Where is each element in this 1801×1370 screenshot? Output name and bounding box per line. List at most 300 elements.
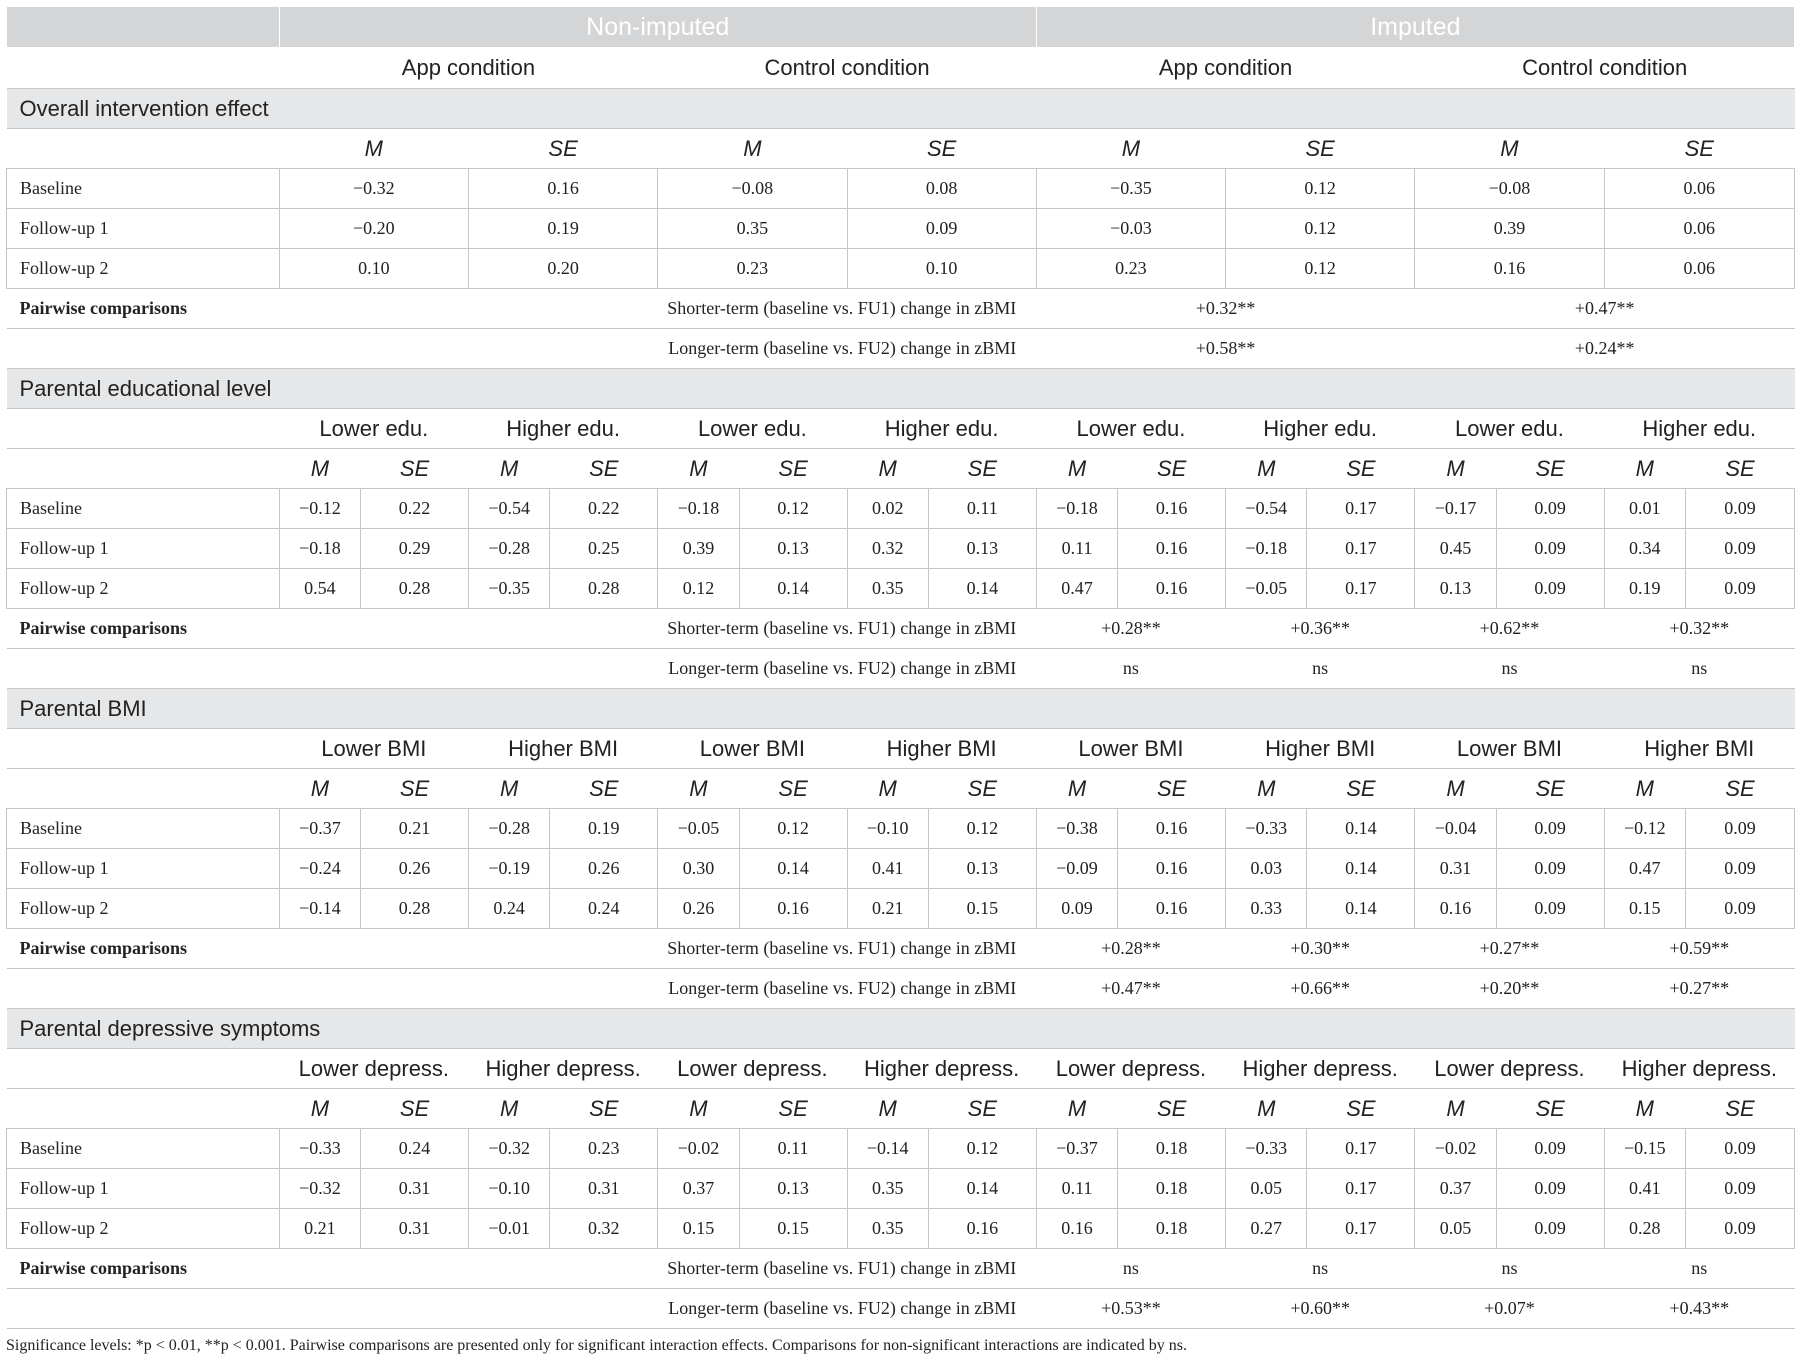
value-cell: 0.11 <box>739 1129 847 1169</box>
comparison-value: +0.53** <box>1036 1289 1225 1329</box>
comparison-label: Pairwise comparisons <box>7 289 280 329</box>
subgroup-header: Lower depress. <box>1036 1049 1225 1089</box>
table-row <box>7 849 1795 889</box>
value-cell: 0.16 <box>928 1209 1036 1249</box>
value-cell: 0.16 <box>1118 569 1226 609</box>
value-cell: 0.14 <box>1307 809 1415 849</box>
subgroup-header: Higher BMI <box>1604 729 1794 769</box>
se-header: SE <box>550 1089 658 1129</box>
value-cell: 0.13 <box>928 849 1036 889</box>
value-cell: 0.08 <box>847 169 1036 209</box>
value-cell: 0.15 <box>1604 889 1685 929</box>
value-cell: 0.12 <box>1226 249 1415 289</box>
mean-header: M <box>847 769 928 809</box>
value-cell: 0.20 <box>468 249 657 289</box>
value-cell: 0.31 <box>361 1169 469 1209</box>
mean-header: M <box>279 449 360 489</box>
value-cell: 0.35 <box>847 569 928 609</box>
mean-header: M <box>1036 769 1117 809</box>
row-label: Follow-up 1 <box>7 1169 280 1209</box>
value-cell: −0.02 <box>658 1129 739 1169</box>
value-cell: 0.12 <box>1226 169 1415 209</box>
stat-header-row <box>7 129 1795 169</box>
se-header: SE <box>1118 769 1226 809</box>
subgroup-header: Lower depress. <box>279 1049 468 1089</box>
value-cell: 0.28 <box>1604 1209 1685 1249</box>
value-cell: 0.09 <box>1496 809 1604 849</box>
value-cell: 0.03 <box>1226 849 1307 889</box>
comparison-value: +0.36** <box>1226 609 1415 649</box>
value-cell: 0.39 <box>1415 209 1604 249</box>
value-cell: −0.04 <box>1415 809 1496 849</box>
table-row <box>7 809 1795 849</box>
value-cell: −0.35 <box>1036 169 1225 209</box>
value-cell: −0.32 <box>468 1129 549 1169</box>
value-cell: 0.21 <box>279 1209 360 1249</box>
value-cell: 0.22 <box>361 489 469 529</box>
table-row <box>7 1169 1795 1209</box>
subgroup-header: Higher BMI <box>847 729 1036 769</box>
value-cell: 0.17 <box>1307 1209 1415 1249</box>
value-cell: 0.23 <box>658 249 847 289</box>
value-cell: 0.09 <box>1496 1209 1604 1249</box>
comparison-value: ns <box>1226 649 1415 689</box>
comparison-value: ns <box>1226 1249 1415 1289</box>
condition-header: App condition <box>1036 48 1415 89</box>
value-cell: 0.09 <box>1496 489 1604 529</box>
subgroup-header-row <box>7 729 1795 769</box>
condition-header: App condition <box>279 48 658 89</box>
value-cell: −0.19 <box>468 849 549 889</box>
value-cell: −0.10 <box>468 1169 549 1209</box>
value-cell: 0.14 <box>1307 849 1415 889</box>
value-cell: 0.16 <box>1118 809 1226 849</box>
value-cell: 0.14 <box>739 849 847 889</box>
comparison-value: +0.07* <box>1415 1289 1604 1329</box>
subgroup-header: Lower edu. <box>1036 409 1225 449</box>
value-cell: 0.01 <box>1604 489 1685 529</box>
comparison-value: +0.47** <box>1415 289 1795 329</box>
value-cell: 0.12 <box>658 569 739 609</box>
value-cell: 0.47 <box>1036 569 1117 609</box>
table-row <box>7 1209 1795 1249</box>
corner-cell <box>7 409 280 449</box>
mean-header: M <box>1604 769 1685 809</box>
se-header: SE <box>1307 449 1415 489</box>
row-label: Follow-up 2 <box>7 249 280 289</box>
mean-header: M <box>1415 1089 1496 1129</box>
row-label: Baseline <box>7 1129 280 1169</box>
value-cell: 0.09 <box>1496 569 1604 609</box>
group-header-imputed: Imputed <box>1036 7 1794 48</box>
section-header-row <box>7 1009 1795 1049</box>
value-cell: −0.38 <box>1036 809 1117 849</box>
value-cell: 0.13 <box>739 529 847 569</box>
mean-header: M <box>1036 449 1117 489</box>
se-header: SE <box>739 1089 847 1129</box>
corner-cell <box>7 7 280 48</box>
value-cell: 0.09 <box>1496 849 1604 889</box>
value-cell: 0.29 <box>361 529 469 569</box>
subgroup-header: Lower BMI <box>1036 729 1225 769</box>
value-cell: 0.54 <box>279 569 360 609</box>
se-header: SE <box>1604 129 1794 169</box>
comparison-value: +0.32** <box>1604 609 1794 649</box>
value-cell: 0.28 <box>361 889 469 929</box>
value-cell: 0.14 <box>928 569 1036 609</box>
value-cell: −0.35 <box>468 569 549 609</box>
value-cell: −0.33 <box>279 1129 360 1169</box>
value-cell: 0.31 <box>550 1169 658 1209</box>
row-label: Follow-up 2 <box>7 889 280 929</box>
se-header: SE <box>1496 769 1604 809</box>
value-cell: 0.18 <box>1118 1169 1226 1209</box>
subgroup-header: Lower edu. <box>279 409 468 449</box>
se-header: SE <box>468 129 657 169</box>
corner-cell <box>7 1089 280 1129</box>
corner-cell <box>7 769 280 809</box>
mean-header: M <box>279 129 468 169</box>
mean-header: M <box>658 769 739 809</box>
se-header: SE <box>739 769 847 809</box>
subgroup-header: Higher edu. <box>847 409 1036 449</box>
mean-header: M <box>468 449 549 489</box>
value-cell: 0.16 <box>468 169 657 209</box>
comparison-row <box>7 289 1795 329</box>
value-cell: 0.02 <box>847 489 928 529</box>
value-cell: −0.18 <box>658 489 739 529</box>
mean-header: M <box>468 1089 549 1129</box>
subgroup-header: Higher edu. <box>468 409 657 449</box>
se-header: SE <box>361 769 469 809</box>
value-cell: 0.33 <box>1226 889 1307 929</box>
comparison-value: +0.28** <box>1036 609 1225 649</box>
value-cell: 0.16 <box>1036 1209 1117 1249</box>
value-cell: 0.19 <box>468 209 657 249</box>
mean-header: M <box>1226 769 1307 809</box>
subgroup-header: Higher depress. <box>847 1049 1036 1089</box>
comparison-value: ns <box>1036 1249 1225 1289</box>
value-cell: 0.12 <box>739 809 847 849</box>
table-row <box>7 889 1795 929</box>
value-cell: 0.16 <box>1118 529 1226 569</box>
comparison-description: Longer-term (baseline vs. FU2) change in zBMI <box>279 649 1036 689</box>
section-header-row <box>7 369 1795 409</box>
value-cell: 0.24 <box>550 889 658 929</box>
comparison-value: +0.58** <box>1036 329 1415 369</box>
value-cell: 0.21 <box>847 889 928 929</box>
comparison-value: ns <box>1604 1249 1794 1289</box>
row-label: Follow-up 1 <box>7 529 280 569</box>
value-cell: −0.12 <box>1604 809 1685 849</box>
subgroup-header: Higher depress. <box>1604 1049 1794 1089</box>
value-cell: 0.35 <box>658 209 847 249</box>
table-row <box>7 529 1795 569</box>
value-cell: 0.26 <box>658 889 739 929</box>
value-cell: 0.12 <box>1226 209 1415 249</box>
table-row <box>7 489 1795 529</box>
section-title: Parental BMI <box>7 689 1795 729</box>
mean-header: M <box>1604 449 1685 489</box>
value-cell: 0.19 <box>1604 569 1685 609</box>
stat-header-row <box>7 769 1795 809</box>
value-cell: −0.24 <box>279 849 360 889</box>
condition-header: Control condition <box>1415 48 1795 89</box>
comparison-value: +0.32** <box>1036 289 1415 329</box>
condition-header-row <box>7 48 1795 89</box>
value-cell: −0.12 <box>279 489 360 529</box>
comparison-value: ns <box>1604 649 1794 689</box>
se-header: SE <box>928 449 1036 489</box>
value-cell: 0.19 <box>550 809 658 849</box>
value-cell: 0.16 <box>1118 489 1226 529</box>
comparison-label: Pairwise comparisons <box>7 929 280 969</box>
subgroup-header-row <box>7 409 1795 449</box>
comparison-value: ns <box>1415 1249 1604 1289</box>
mean-header: M <box>279 1089 360 1129</box>
value-cell: 0.09 <box>1685 1169 1794 1209</box>
subgroup-header: Lower BMI <box>658 729 847 769</box>
value-cell: −0.33 <box>1226 1129 1307 1169</box>
group-header-row <box>7 7 1795 48</box>
value-cell: −0.28 <box>468 529 549 569</box>
value-cell: 0.16 <box>1118 849 1226 889</box>
section-header-row <box>7 89 1795 129</box>
comparison-row <box>7 1289 1795 1329</box>
comparison-value: +0.24** <box>1415 329 1795 369</box>
value-cell: 0.05 <box>1226 1169 1307 1209</box>
value-cell: −0.17 <box>1415 489 1496 529</box>
value-cell: 0.05 <box>1415 1209 1496 1249</box>
value-cell: −0.02 <box>1415 1129 1496 1169</box>
value-cell: 0.09 <box>1496 889 1604 929</box>
row-label: Follow-up 2 <box>7 1209 280 1249</box>
value-cell: 0.09 <box>1685 569 1794 609</box>
value-cell: 0.12 <box>928 809 1036 849</box>
comparison-value: +0.27** <box>1415 929 1604 969</box>
value-cell: −0.18 <box>279 529 360 569</box>
mean-header: M <box>1415 449 1496 489</box>
value-cell: 0.09 <box>1496 529 1604 569</box>
corner-cell <box>7 449 280 489</box>
value-cell: 0.09 <box>1685 489 1794 529</box>
row-label: Baseline <box>7 169 280 209</box>
value-cell: 0.17 <box>1307 1169 1415 1209</box>
value-cell: 0.47 <box>1604 849 1685 889</box>
value-cell: −0.15 <box>1604 1129 1685 1169</box>
se-header: SE <box>1685 769 1794 809</box>
stat-header-row <box>7 1089 1795 1129</box>
value-cell: 0.15 <box>658 1209 739 1249</box>
mean-header: M <box>1415 129 1604 169</box>
value-cell: 0.30 <box>658 849 739 889</box>
value-cell: 0.35 <box>847 1209 928 1249</box>
mean-header: M <box>279 769 360 809</box>
value-cell: −0.32 <box>279 169 468 209</box>
value-cell: −0.18 <box>1036 489 1117 529</box>
mean-header: M <box>847 1089 928 1129</box>
se-header: SE <box>361 1089 469 1129</box>
value-cell: 0.17 <box>1307 489 1415 529</box>
comparison-row <box>7 329 1795 369</box>
value-cell: 0.16 <box>1415 889 1496 929</box>
value-cell: 0.22 <box>550 489 658 529</box>
value-cell: −0.32 <box>279 1169 360 1209</box>
comparison-label <box>7 649 280 689</box>
comparison-value: +0.59** <box>1604 929 1794 969</box>
value-cell: −0.20 <box>279 209 468 249</box>
corner-cell <box>7 129 280 169</box>
value-cell: 0.06 <box>1604 249 1794 289</box>
value-cell: 0.27 <box>1226 1209 1307 1249</box>
value-cell: −0.03 <box>1036 209 1225 249</box>
comparison-row <box>7 929 1795 969</box>
value-cell: 0.32 <box>847 529 928 569</box>
subgroup-header: Lower depress. <box>658 1049 847 1089</box>
table-row <box>7 1129 1795 1169</box>
stat-header-row <box>7 449 1795 489</box>
value-cell: 0.16 <box>739 889 847 929</box>
subgroup-header-row <box>7 1049 1795 1089</box>
se-header: SE <box>1496 1089 1604 1129</box>
comparison-value: +0.20** <box>1415 969 1604 1009</box>
value-cell: 0.09 <box>1685 849 1794 889</box>
value-cell: 0.13 <box>739 1169 847 1209</box>
value-cell: 0.16 <box>1118 889 1226 929</box>
se-header: SE <box>550 769 658 809</box>
value-cell: 0.28 <box>361 569 469 609</box>
subgroup-header: Higher BMI <box>468 729 657 769</box>
value-cell: −0.54 <box>1226 489 1307 529</box>
se-header: SE <box>1685 449 1794 489</box>
comparison-description: Longer-term (baseline vs. FU2) change in zBMI <box>279 1289 1036 1329</box>
value-cell: 0.18 <box>1118 1129 1226 1169</box>
table-row <box>7 169 1795 209</box>
mean-header: M <box>658 129 847 169</box>
mean-header: M <box>468 769 549 809</box>
value-cell: −0.09 <box>1036 849 1117 889</box>
value-cell: 0.21 <box>361 809 469 849</box>
mean-header: M <box>1226 1089 1307 1129</box>
comparison-row <box>7 609 1795 649</box>
value-cell: 0.09 <box>1685 1129 1794 1169</box>
subgroup-header: Lower BMI <box>279 729 468 769</box>
value-cell: 0.37 <box>1415 1169 1496 1209</box>
value-cell: −0.33 <box>1226 809 1307 849</box>
mean-header: M <box>1604 1089 1685 1129</box>
value-cell: 0.09 <box>1685 1209 1794 1249</box>
value-cell: 0.11 <box>1036 1169 1117 1209</box>
value-cell: 0.09 <box>1036 889 1117 929</box>
value-cell: −0.14 <box>847 1129 928 1169</box>
value-cell: −0.54 <box>468 489 549 529</box>
comparison-value: +0.60** <box>1226 1289 1415 1329</box>
se-header: SE <box>1118 1089 1226 1129</box>
subgroup-header: Higher edu. <box>1226 409 1415 449</box>
value-cell: 0.09 <box>1685 809 1794 849</box>
section-title: Parental educational level <box>7 369 1795 409</box>
subgroup-header: Higher depress. <box>1226 1049 1415 1089</box>
value-cell: −0.05 <box>658 809 739 849</box>
value-cell: 0.11 <box>1036 529 1117 569</box>
value-cell: 0.16 <box>1415 249 1604 289</box>
se-header: SE <box>928 769 1036 809</box>
comparison-row <box>7 1249 1795 1289</box>
subgroup-header: Lower depress. <box>1415 1049 1604 1089</box>
condition-header: Control condition <box>658 48 1037 89</box>
value-cell: −0.37 <box>279 809 360 849</box>
value-cell: 0.10 <box>279 249 468 289</box>
value-cell: 0.34 <box>1604 529 1685 569</box>
value-cell: 0.24 <box>468 889 549 929</box>
table-row <box>7 569 1795 609</box>
comparison-value: +0.66** <box>1226 969 1415 1009</box>
value-cell: 0.14 <box>928 1169 1036 1209</box>
comparison-value: +0.27** <box>1604 969 1794 1009</box>
value-cell: 0.41 <box>1604 1169 1685 1209</box>
value-cell: 0.09 <box>1685 889 1794 929</box>
row-label: Follow-up 1 <box>7 209 280 249</box>
value-cell: 0.14 <box>739 569 847 609</box>
subgroup-header: Lower edu. <box>658 409 847 449</box>
value-cell: 0.45 <box>1415 529 1496 569</box>
value-cell: 0.17 <box>1307 529 1415 569</box>
subgroup-header: Lower edu. <box>1415 409 1604 449</box>
subgroup-header: Higher BMI <box>1226 729 1415 769</box>
value-cell: 0.12 <box>739 489 847 529</box>
se-header: SE <box>1226 129 1415 169</box>
value-cell: 0.39 <box>658 529 739 569</box>
comparison-label <box>7 969 280 1009</box>
value-cell: 0.12 <box>928 1129 1036 1169</box>
se-header: SE <box>739 449 847 489</box>
value-cell: 0.23 <box>550 1129 658 1169</box>
row-label: Follow-up 1 <box>7 849 280 889</box>
value-cell: 0.13 <box>928 529 1036 569</box>
comparison-value: +0.43** <box>1604 1289 1794 1329</box>
se-header: SE <box>1307 769 1415 809</box>
value-cell: −0.08 <box>1415 169 1604 209</box>
value-cell: 0.15 <box>739 1209 847 1249</box>
table-row <box>7 249 1795 289</box>
value-cell: 0.17 <box>1307 569 1415 609</box>
comparison-value: ns <box>1415 649 1604 689</box>
se-header: SE <box>1118 449 1226 489</box>
value-cell: 0.14 <box>1307 889 1415 929</box>
value-cell: 0.09 <box>1685 529 1794 569</box>
subgroup-header: Higher depress. <box>468 1049 657 1089</box>
value-cell: 0.17 <box>1307 1129 1415 1169</box>
section-title: Overall intervention effect <box>7 89 1795 129</box>
comparison-description: Shorter-term (baseline vs. FU1) change in zBMI <box>279 929 1036 969</box>
comparison-value: +0.30** <box>1226 929 1415 969</box>
comparison-row <box>7 649 1795 689</box>
subgroup-header: Higher edu. <box>1604 409 1794 449</box>
value-cell: 0.09 <box>847 209 1036 249</box>
row-label: Baseline <box>7 809 280 849</box>
row-label: Follow-up 2 <box>7 569 280 609</box>
section-title: Parental depressive symptoms <box>7 1009 1795 1049</box>
se-header: SE <box>847 129 1036 169</box>
value-cell: 0.41 <box>847 849 928 889</box>
table-footnote: Significance levels: *p < 0.01, **p < 0.001. Pairwise comparisons are presented only for significant interaction effects. Comparisons for non-significant interactions are indicated by ns. <box>6 1337 1187 1354</box>
se-header: SE <box>1496 449 1604 489</box>
value-cell: 0.09 <box>1496 1169 1604 1209</box>
comparison-description: Longer-term (baseline vs. FU2) change in zBMI <box>279 969 1036 1009</box>
comparison-description: Shorter-term (baseline vs. FU1) change in zBMI <box>279 1249 1036 1289</box>
corner-cell <box>7 729 280 769</box>
comparison-label: Pairwise comparisons <box>7 1249 280 1289</box>
